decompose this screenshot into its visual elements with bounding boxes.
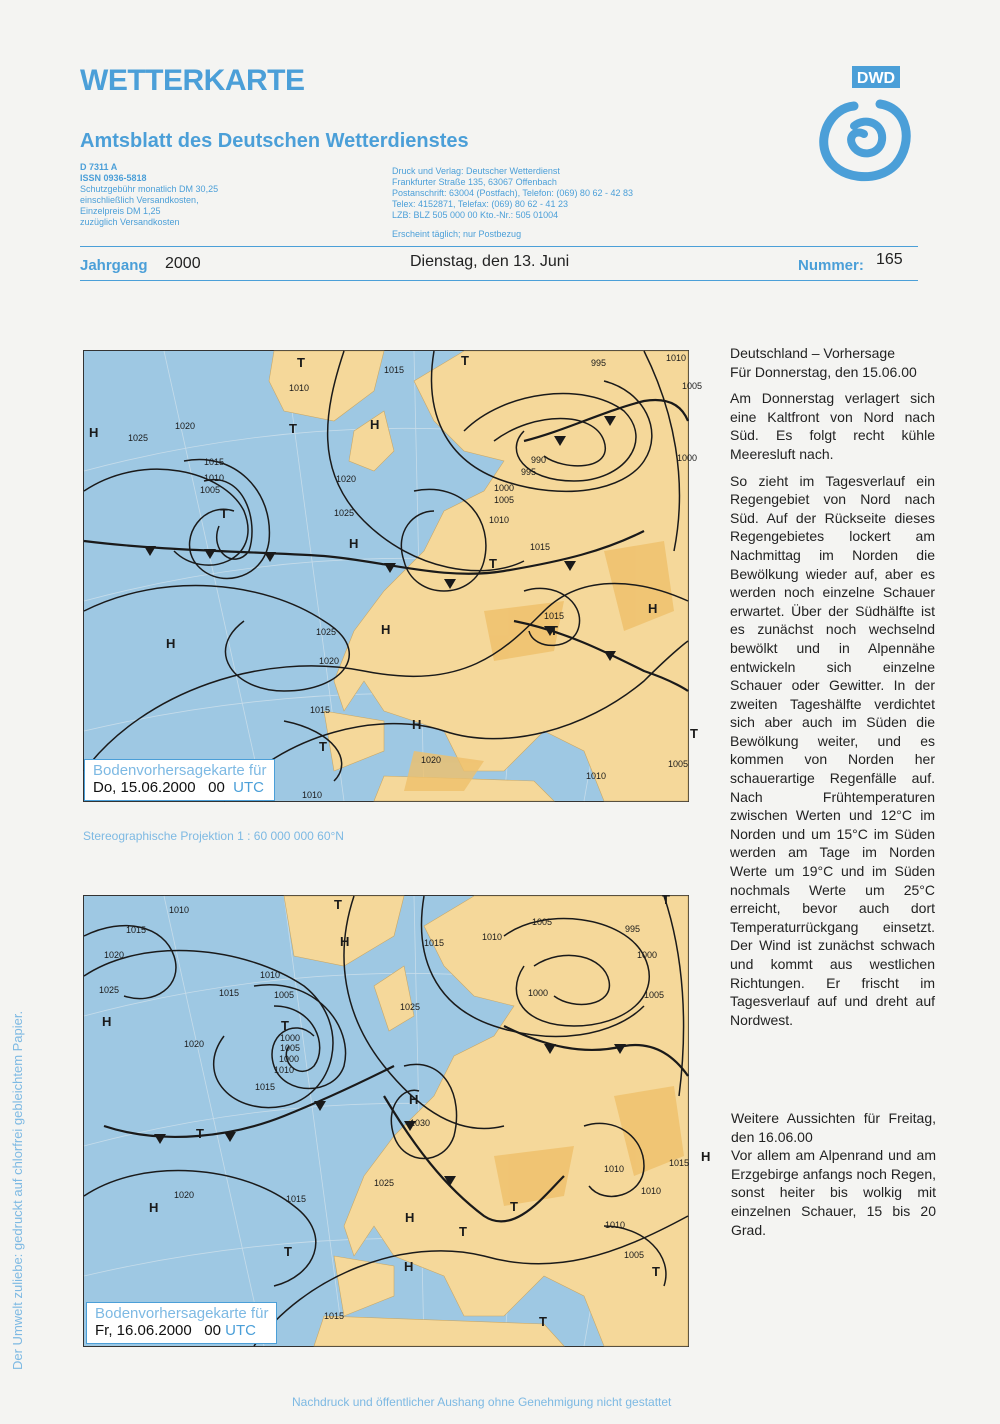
isobar-label: 1025 (334, 508, 355, 518)
isobar-label: 1010 (489, 515, 510, 525)
isobar-label: 1020 (104, 950, 125, 960)
pressure-center: H (648, 601, 658, 616)
isobar-label: 1015 (530, 542, 551, 552)
isobar-label: 1020 (175, 421, 196, 431)
pressure-center: H (102, 1014, 112, 1029)
isobar-label: 1010 (260, 970, 281, 980)
pressure-center: T (220, 506, 228, 521)
isobar-label: 1010 (302, 790, 323, 800)
pressure-center: T (461, 353, 469, 368)
isobar-label: 1020 (336, 474, 357, 484)
issue-date: Dienstag, den 13. Juni (410, 253, 570, 270)
isobar-label: 1015 (324, 1311, 345, 1321)
isobar-label: 1000 (280, 1033, 301, 1043)
legend-title: Bodenvorhersagekarte für (95, 1305, 269, 1322)
isobar-label: 1015 (424, 938, 445, 948)
header-rule-bottom (80, 280, 918, 281)
isobar-label: 1025 (99, 985, 120, 995)
pressure-center: T (652, 1264, 660, 1279)
isobar-label: 1020 (184, 1039, 205, 1049)
pressure-center: H (370, 417, 380, 432)
isobar-label: 1020 (421, 755, 442, 765)
nummer-label: Nummer: (798, 257, 864, 274)
pressure-center: T (196, 1126, 204, 1141)
dwd-logo-icon (818, 64, 918, 188)
forecast-paragraph: Am Donnerstag verlagert sich eine Kaltfront von Nord nach Süd. Es folgt recht kühle Meeresluft nach. (730, 390, 935, 462)
pressure-center: T (459, 1224, 467, 1239)
isobar-label: 995 (625, 924, 641, 934)
isobar-label: 1005 (494, 495, 515, 505)
isobar-label: 1005 (280, 1043, 301, 1053)
isobar-label: 1010 (169, 905, 190, 915)
pressure-center: H (89, 425, 99, 440)
legend-date: Fr, 16.06.2000 (95, 1322, 192, 1339)
isobar-label: 1015 (669, 1158, 690, 1168)
info-line: Telex: 4152871, Telefax: (069) 80 62 - 41 23 (392, 199, 568, 209)
isobar-label: 1015 (255, 1082, 276, 1092)
isobar-label: 1015 (286, 1194, 307, 1204)
map2-svg (84, 892, 711, 1346)
outlook-section (731, 1109, 936, 1239)
isobar-label: 1010 (666, 353, 687, 363)
isobar-label: 1020 (174, 1190, 195, 1200)
pressure-center: H (404, 1259, 414, 1274)
pressure-center: H (701, 1149, 711, 1164)
info-line: Druck und Verlag: Deutscher Wetterdienst (392, 166, 560, 176)
isobar-label: 1015 (219, 988, 240, 998)
isobar-label: 1010 (586, 771, 607, 781)
legend-utc: UTC (233, 779, 264, 796)
logo-text: DWD (856, 70, 896, 87)
legend-title: Bodenvorhersagekarte für (93, 762, 267, 779)
forecast-paragraph: So zieht im Tagesverlauf ein Regengebiet von Nord nach Süd. Auf der Rückseite dieses Regengebietes lockert am Nachmittag im Norden die Bewölkung wieder auf, aber es werden noch einzelne Schauer erwartet. Über der Südhälfte ist es zunächst noch wechselnd bewölkt und in Alpennähe entwickeln sich einzelne Schauer oder Gewitter. In der zweiten Tageshälfte verdichtet sich aber auch im Süden die Bewölkung weiter, und es kommen von Norden her schauerartige Regenfälle auf. Nach Frühtemperaturen zwischen Werten und 12°C im Norden und um 15°C im Süden werden am Tage im Norden Werte um 19°C und im Süden nochmals Werte um 25°C erreicht, bevor auch dort Temperaturrückgang einsetzt. Der Wind ist zunächst schwach und kommt aus westlichen Richtungen. Er frischt im Tagesverlauf auf und dreht auf Nordwest. (730, 472, 935, 1028)
isobar-label: 1015 (544, 611, 565, 621)
legend-date-line (85, 779, 274, 800)
info-line: LZB: BLZ 505 000 00 Kto.-Nr.: 505 01004 (392, 210, 559, 220)
pressure-center: H (405, 1210, 415, 1225)
pressure-center: T (281, 1018, 289, 1033)
isobar-label: 995 (591, 358, 607, 368)
isobar-label: 1010 (641, 1186, 662, 1196)
isobar-label: 1030 (410, 1118, 431, 1128)
legend-hour: 00 (208, 779, 225, 796)
map2-legend (86, 1302, 277, 1344)
pressure-center: H (349, 536, 359, 551)
published-note: Erscheint täglich; nur Postbezug (392, 229, 522, 239)
legend-date-line (87, 1322, 276, 1343)
map1-svg (84, 351, 703, 801)
pressure-center: H (381, 622, 391, 637)
publisher-info (392, 166, 633, 221)
isobar-label: 1010 (204, 473, 225, 483)
pressure-center: H (149, 1200, 159, 1215)
map1-legend (84, 759, 275, 801)
pressure-center: H (409, 1092, 419, 1107)
pressure-center: T (690, 726, 698, 741)
legend-hour: 00 (204, 1322, 221, 1339)
pressure-center: H (412, 717, 422, 732)
page-title: WETTERKARTE (80, 64, 305, 97)
info-line: Einzelpreis DM 1,25 (80, 206, 161, 216)
isobar-label: 1010 (604, 1164, 625, 1174)
isobar-label: 1000 (494, 483, 515, 493)
weather-map-friday (83, 892, 711, 1347)
isobar-label: 995 (521, 467, 537, 477)
info-line: zuzüglich Versandkosten (80, 217, 180, 227)
info-line: einschließlich Versandkosten, (80, 195, 199, 205)
info-line: Postanschrift: 63004 (Postfach), Telefon: (069) 80 62 - 42 83 (392, 188, 633, 198)
jahrgang-label: Jahrgang (80, 257, 148, 274)
footer-note: Nachdruck und öffentlicher Aushang ohne Genehmigung nicht gestattet (292, 1395, 672, 1409)
isobar-label: 990 (531, 455, 547, 465)
forecast-for-line: Für Donnerstag, den 15.06.00 (730, 363, 917, 380)
isobar-label: 1000 (528, 988, 549, 998)
pressure-center: T (284, 1244, 292, 1259)
jahrgang-value: 2000 (165, 255, 201, 272)
pressure-center: T (297, 355, 305, 370)
info-line: D 7311 A (80, 162, 118, 172)
subscription-info (80, 162, 218, 228)
isobar-label: 1010 (289, 383, 310, 393)
isobar-label: 1010 (274, 1065, 295, 1075)
pressure-center: T (662, 892, 670, 907)
legend-utc: UTC (225, 1322, 256, 1339)
page-subtitle: Amtsblatt des Deutschen Wetterdienstes (80, 130, 469, 152)
isobar-label: 1005 (624, 1250, 645, 1260)
forecast-title: Deutschland – Vorhersage (730, 345, 895, 361)
projection-note: Stereographische Projektion 1 : 60 000 000 60°N (83, 829, 344, 843)
isobar-label: 1010 (482, 932, 503, 942)
isobar-label: 1015 (204, 457, 225, 467)
isobar-label: 1020 (319, 656, 340, 666)
isobar-label: 1010 (605, 1220, 626, 1230)
pressure-center: T (510, 1199, 518, 1214)
isobar-label: 1025 (128, 433, 149, 443)
pressure-center: T (539, 1314, 547, 1329)
isobar-label: 1005 (274, 990, 295, 1000)
header-rule-top (80, 246, 918, 247)
pressure-center: T (319, 739, 327, 754)
isobar-label: 1025 (400, 1002, 421, 1012)
isobar-label: 1005 (200, 485, 221, 495)
isobar-label: 1000 (279, 1054, 300, 1064)
isobar-label: 1000 (637, 950, 658, 960)
isobar-label: 1005 (668, 759, 689, 769)
info-line: Frankfurter Straße 135, 63067 Offenbach (392, 177, 557, 187)
info-line: ISSN 0936-5818 (80, 173, 147, 183)
environment-note: Der Umwelt zuliebe: gedruckt auf chlorfrei gebleichtem Papier. (10, 1010, 25, 1370)
legend-date: Do, 15.06.2000 (93, 779, 196, 796)
isobar-label: 1005 (532, 917, 553, 927)
pressure-center: H (340, 934, 350, 949)
outlook-text: Vor allem am Alpenrand und am Erzgebirge anfangs noch Regen, sonst heiter bis wolkig mit einzelnen Schauer, 15 bis 20 Grad. (731, 1147, 936, 1238)
pressure-center: T (334, 897, 342, 912)
outlook-title: Weitere Aussichten für Freitag, den 16.06.00 (731, 1110, 936, 1145)
isobar-label: 1025 (374, 1178, 395, 1188)
weather-map-thursday (83, 350, 703, 802)
isobar-label: 1015 (310, 705, 331, 715)
isobar-label: 1015 (126, 925, 147, 935)
isobar-label: 1000 (677, 453, 698, 463)
forecast-column (730, 344, 935, 1037)
pressure-center: T (289, 421, 297, 436)
info-line: Schutzgebühr monatlich DM 30,25 (80, 184, 219, 194)
isobar-label: 1005 (682, 381, 703, 391)
pressure-center: T (489, 556, 497, 571)
isobar-label: 1025 (316, 627, 337, 637)
isobar-label: 1005 (644, 990, 665, 1000)
isobar-label: 1015 (384, 365, 405, 375)
pressure-center: T (550, 623, 558, 638)
pressure-center: H (166, 636, 176, 651)
forecast-heading (730, 344, 935, 381)
nummer-value: 165 (876, 251, 903, 268)
